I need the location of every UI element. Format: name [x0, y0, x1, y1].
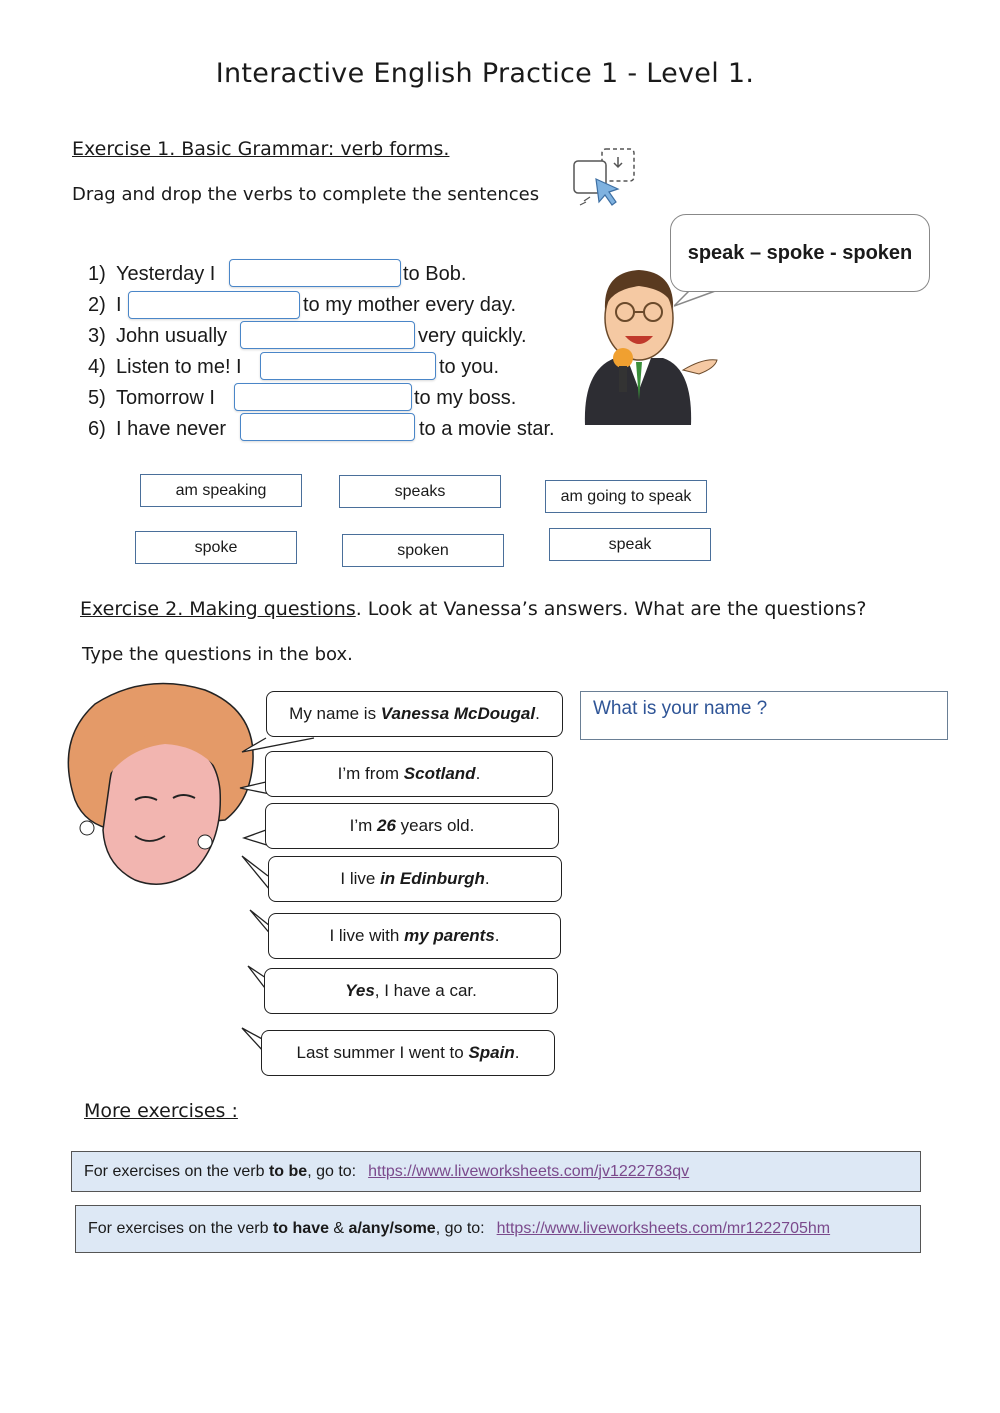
choice-am-speaking[interactable]: am speaking [140, 474, 302, 507]
exercise2-instruction: Type the questions in the box. [82, 644, 353, 665]
verb-forms-speech-bubble: speak – spoke - spoken [670, 214, 930, 292]
sentence-2-after: to my mother every day. [303, 294, 517, 316]
sentence-2: 2) I [88, 294, 122, 316]
sentence-5: 5) Tomorrow I [88, 387, 215, 409]
choice-spoken[interactable]: spoken [342, 534, 504, 567]
answer-bubble-5: I live with my parents . [268, 913, 561, 959]
link-box-to-be: For exercises on the verb to be , go to: https://www.liveworksheets.com/jv1222783qv [71, 1151, 921, 1192]
sentence-6-after: to a movie star. [419, 418, 555, 440]
answer-blank-2[interactable] [128, 291, 300, 319]
question-input[interactable]: What is your name ? [580, 691, 948, 740]
answer-blank-5[interactable] [234, 383, 412, 411]
choice-am-going-to-speak[interactable]: am going to speak [545, 480, 707, 513]
sentence-4: 4) Listen to me! I [88, 356, 242, 378]
teacher-illustration [575, 250, 725, 430]
sentence-1-after: to Bob. [403, 263, 467, 285]
answer-bubble-4: I live in Edinburgh . [268, 856, 562, 902]
sentence-5-after: to my boss. [414, 387, 517, 409]
sentence-4-after: to you. [439, 356, 500, 378]
answer-blank-4[interactable] [260, 352, 436, 380]
answer-blank-3[interactable] [240, 321, 415, 349]
link-box-to-have: For exercises on the verb to have & a/any/some , go to: https://www.liveworksheets.com/mr1222705hm [75, 1205, 921, 1253]
vanessa-illustration [55, 680, 265, 895]
exercise1-instruction: Drag and drop the verbs to complete the sentences [72, 184, 540, 205]
answer-bubble-3: I’m 26 years old. [265, 803, 559, 849]
answer-bubble-1: My name is Vanessa McDougal . [266, 691, 563, 737]
answer-bubble-6: Yes , I have a car. [264, 968, 558, 1014]
sentence-1: 1) Yesterday I [88, 263, 216, 285]
answer-blank-1[interactable] [229, 259, 401, 287]
link-to-have[interactable]: https://www.liveworksheets.com/mr1222705hm [496, 1220, 831, 1237]
choice-speak[interactable]: speak [549, 528, 711, 561]
sentence-3-after: very quickly. [418, 325, 527, 347]
choice-spoke[interactable]: spoke [135, 531, 297, 564]
drag-drop-icon [570, 145, 640, 213]
more-exercises-title: More exercises : [84, 1100, 238, 1122]
sentence-6: 6) I have never [88, 418, 227, 440]
sentence-3: 3) John usually [88, 325, 228, 347]
answer-bubble-7: Last summer I went to Spain . [261, 1030, 555, 1076]
link-to-be[interactable]: https://www.liveworksheets.com/jv1222783qv [368, 1162, 690, 1180]
answer-blank-6[interactable] [240, 413, 415, 441]
answer-bubble-2: I’m from Scotland . [265, 751, 553, 797]
exercise1-title: Exercise 1. Basic Grammar: verb forms. [72, 138, 450, 160]
exercise2-title: Exercise 2. Making questions. Look at Vanessa’s answers. What are the questions? [80, 598, 867, 620]
choice-speaks[interactable]: speaks [339, 475, 501, 508]
page-title: Interactive English Practice 1 - Level 1. [215, 58, 755, 89]
